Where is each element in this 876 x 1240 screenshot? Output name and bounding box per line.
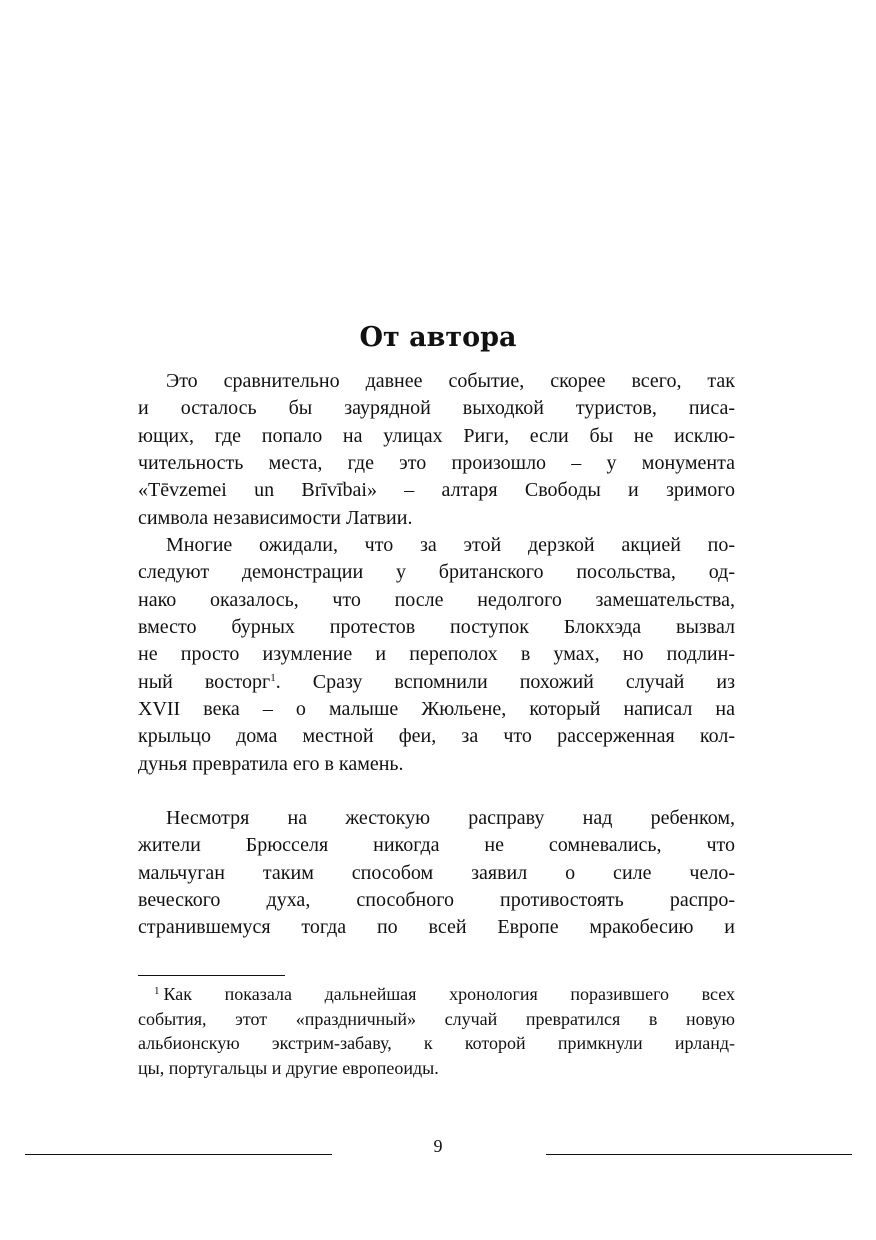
footnote-line: альбионскую экстрим-забаву, к которой примкнули ирланд- (138, 1033, 735, 1054)
text-segment: . Сразу вспомнили похожий случай из (275, 670, 735, 693)
text-line: веческого духа, способного противостоять распро- (138, 889, 735, 912)
paragraph-1 (138, 368, 735, 532)
text-line: дунья превратила его в камень. (138, 752, 404, 775)
text-line: символа независимости Латвии. (138, 506, 413, 529)
text-line: Это сравнительно давнее событие, скорее всего, так (166, 370, 735, 392)
chapter-title: От автора (359, 322, 517, 353)
text-line: следуют демонстрации у британского посольства, од- (138, 561, 735, 584)
footnote-line: цы, португальцы и другие европеоиды. (138, 1058, 439, 1079)
text-line: ющих, где попало на улицах Риги, если бы не исклю- (138, 424, 735, 447)
text-line: жители Брюсселя никогда не сомневались, что (138, 834, 735, 857)
text-line: XVII века – о малыше Жюльене, который написал на (138, 698, 735, 721)
text-segment: ный восторг (138, 670, 271, 693)
text-line: чительность места, где это произошло – у монумента (138, 452, 735, 475)
footer-rule-right (546, 1154, 852, 1155)
footnote-line (138, 982, 735, 1007)
footnote-divider (138, 975, 285, 976)
text-line: Несмотря на жестокую расправу над ребенком, (166, 807, 735, 829)
text-line: вместо бурных протестов поступок Блокхэда вызвал (138, 616, 735, 639)
text-line: странившемуся тогда по всей Европе мракобесию и (138, 916, 735, 939)
footnote-reference: 1 (270, 671, 276, 684)
page-number: 9 (433, 1136, 443, 1156)
text-line: крыльцо дома местной феи, за что рассерженная кол- (138, 725, 735, 748)
text-segment: Как показала дальнейшая хронология поразившего всех (163, 984, 735, 1004)
paragraph-3 (138, 805, 735, 942)
text-line: нако оказалось, что после недолгого замешательства, (138, 588, 735, 611)
footnote-line: события, этот «праздничный» случай превратился в новую (138, 1008, 735, 1029)
text-line: «Tēvzemei un Brīvībai» – алтаря Свободы и зримого (138, 479, 735, 502)
footnote-marker: 1 (154, 985, 160, 997)
paragraph-2 (138, 532, 735, 778)
text-line-with-footnote (138, 669, 735, 696)
footnote (138, 982, 735, 1081)
text-line: не просто изумление и переполох в умах, но подлин- (138, 643, 735, 666)
text-line: мальчуган таким способом заявил о силе чело- (138, 861, 735, 884)
text-line: и осталось бы заурядной выходкой туристов, писа- (138, 397, 735, 420)
text-line: Многие ожидали, что за этой дерзкой акцией по- (166, 534, 735, 556)
